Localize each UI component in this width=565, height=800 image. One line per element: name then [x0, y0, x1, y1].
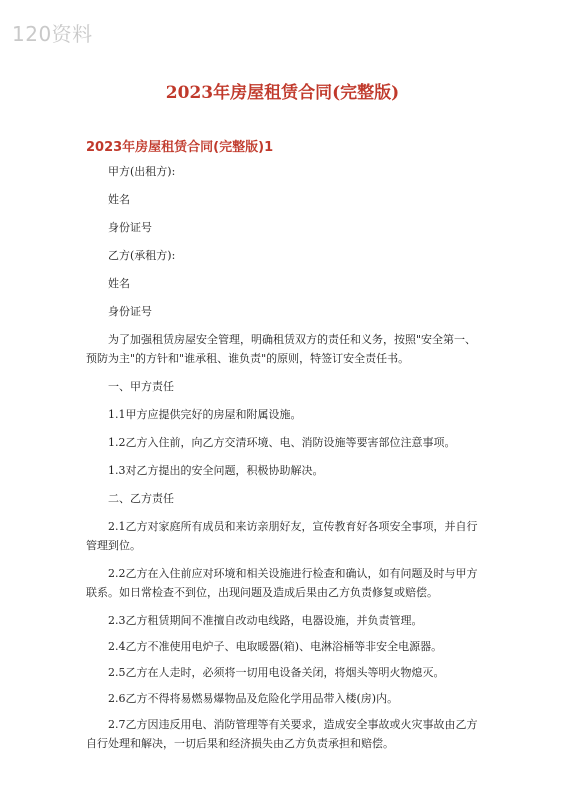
- paragraph: 1.2乙方入住前，向乙方交清环境、电、消防设施等要害部位注意事项。: [108, 436, 456, 449]
- paragraph: 二、乙方责任: [108, 492, 174, 505]
- paragraph: 身份证号: [108, 305, 152, 318]
- paragraph: 姓名: [108, 277, 130, 290]
- paragraph: 2.5乙方在人走时，必须将一切用电设备关闭，将烟头等明火物熄灭。: [108, 666, 445, 679]
- paragraph: 2.6乙方不得将易燃易爆物品及危险化学用品带入楼(房)内。: [108, 692, 399, 705]
- paragraph: 2.4乙方不准使用电炉子、电取暖器(箱)、电淋浴桶等非安全电源器。: [108, 640, 443, 653]
- paragraph: 乙方(承租方):: [108, 249, 176, 262]
- paragraph: 为了加强租赁房屋安全管理，明确租赁双方的责任和义务，按照"安全第一、预防为主"的方针和"谁承租、谁负责"的原则，特签订安全责任书。: [86, 333, 477, 365]
- paragraph: 2.3乙方租赁期间不准擅自改动电线路，电器设施，并负责管理。: [108, 614, 423, 627]
- paragraph: 甲方(出租方):: [108, 165, 176, 178]
- paragraph: 身份证号: [108, 221, 152, 234]
- paragraph: 一、甲方责任: [108, 380, 174, 393]
- paragraph: 姓名: [108, 193, 130, 206]
- document-title: 2023年房屋租赁合同(完整版): [165, 83, 400, 103]
- paragraph: 2.2乙方在入住前应对环境和相关设施进行检查和确认，如有问题及时与甲方联系。如日常检查不到位，出现问题及造成后果由乙方负责修复或赔偿。: [86, 567, 478, 599]
- paragraph: 2.1乙方对家庭所有成员和来访亲朋好友，宣传教育好各项安全事项，并自行管理到位。: [86, 520, 478, 552]
- section-title: 2023年房屋租赁合同(完整版)1: [86, 140, 274, 155]
- document-body: [86, 162, 486, 760]
- paragraph: 1.1甲方应提供完好的房屋和附属设施。: [108, 408, 302, 421]
- paragraph: 1.3对乙方提出的安全问题，积极协助解决。: [108, 464, 324, 477]
- paragraph: 2.7乙方因违反用电、消防管理等有关要求，造成安全事故或火灾事故由乙方自行处理和解决，一切后果和经济损失由乙方负责承担和赔偿。: [86, 718, 478, 750]
- watermark: 120资料: [12, 22, 93, 46]
